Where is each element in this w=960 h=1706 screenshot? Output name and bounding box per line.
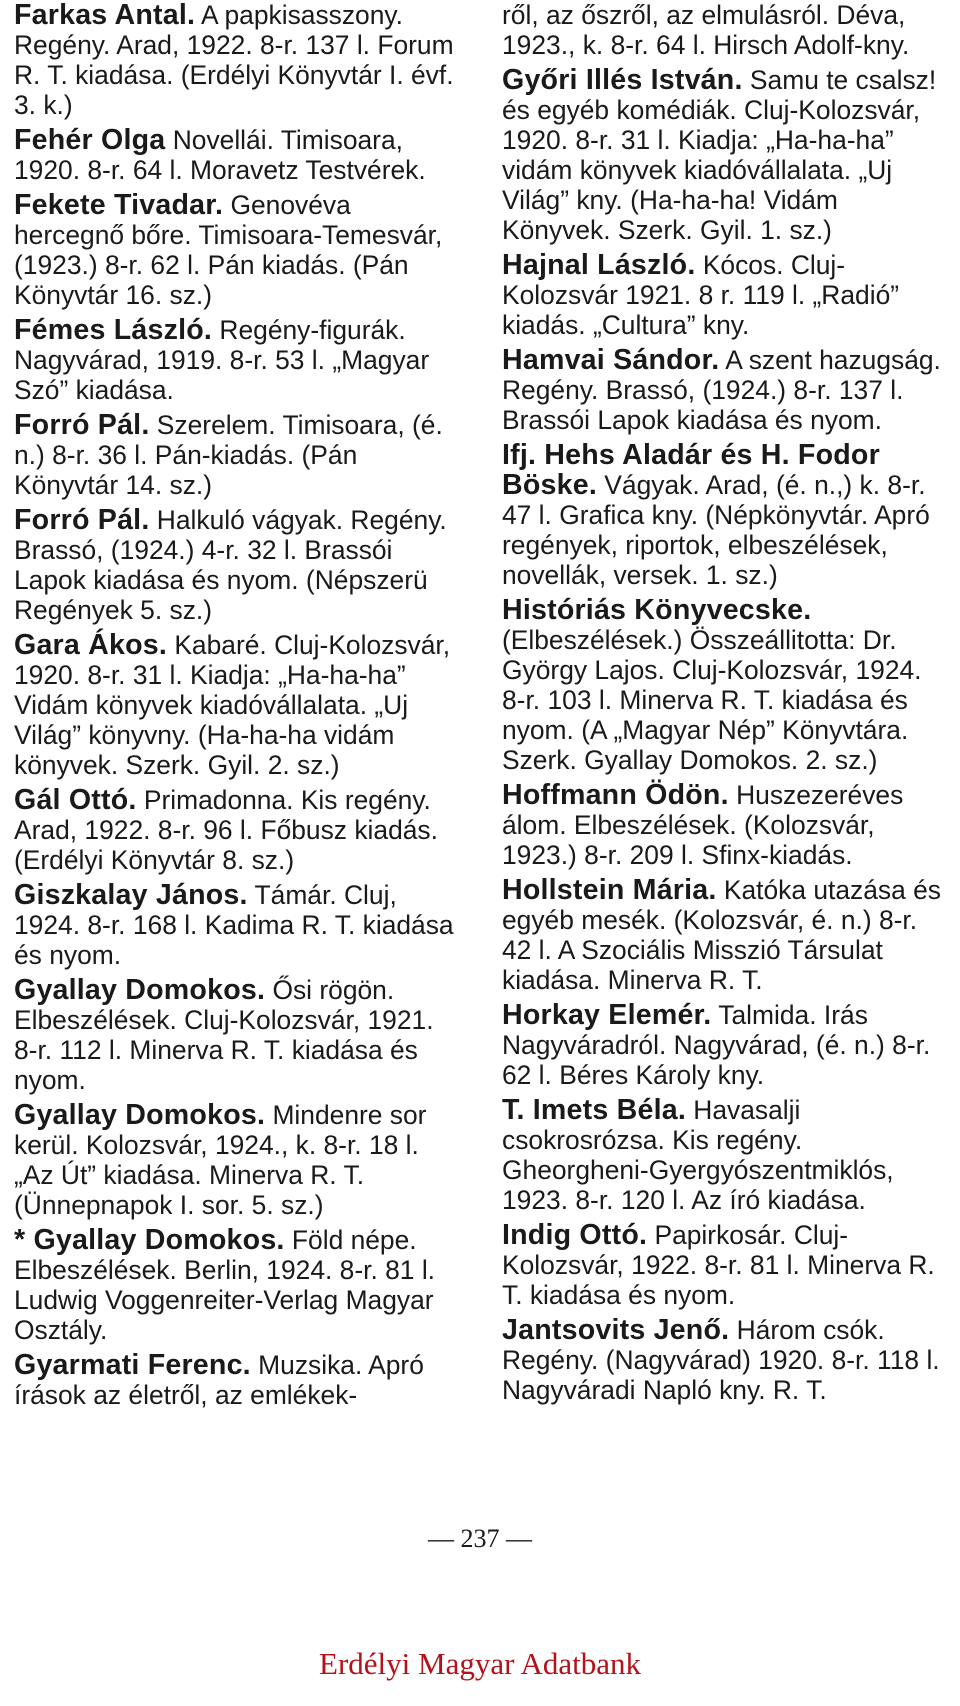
- entry-author: Győri Illés István.: [502, 64, 743, 96]
- entry-text: Havasalji csokrosrózsa. Kis regény. Gheorgheni-Gyergyószentmiklós, 1923. 8-r. 120 l. Az író kiadása.: [502, 1095, 894, 1215]
- entry-text: Mindenre sor kerül. Kolozsvár, 1924., k. 8-r. 18 l. „Az Út” kiadása. Minerva R. T. (Ünnepnapok I. sor. 5. sz.): [14, 1100, 427, 1220]
- entry-text: Ősi rögön. Elbeszélések. Cluj-Kolozsvár, 1921. 8-r. 112 l. Minerva R. T. kiadása és nyom.: [14, 975, 434, 1095]
- bibliography-entry: [14, 125, 454, 185]
- entry-author: Gál Ottó.: [14, 784, 137, 816]
- bibliography-entry: [14, 630, 454, 780]
- entry-text: A szent hazugság. Regény. Brassó, (1924.) 8-r. 137 l. Brassói Lapok kiadása és nyom.: [502, 345, 941, 435]
- entry-text: Regény-figurák. Nagyvárad, 1919. 8-r. 53 l. „Magyar Szó” kiadása.: [14, 315, 430, 405]
- entry-text: Papirkosár. Cluj-Kolozsvár, 1922. 8-r. 81 l. Minerva R. T. kiadása és nyom.: [502, 1220, 935, 1310]
- entry-text: Katóka utazása és egyéb mesék. (Kolozsvár, é. n.) 8-r. 42 l. A Szociális Misszió Társulat kiadása. Minerva R. T.: [502, 875, 941, 995]
- entry-author: Hollstein Mária.: [502, 874, 717, 906]
- entry-text: Halkuló vágyak. Regény. Brassó, (1924.) 4-r. 32 l. Brassói Lapok kiadása és nyom. (Népszerü Regények 5. sz.): [14, 505, 447, 625]
- entry-author: Hamvai Sándor.: [502, 344, 720, 376]
- bibliography-entry: [502, 1315, 948, 1405]
- bibliography-entry: [14, 1100, 454, 1220]
- bibliography-entry: [502, 595, 948, 775]
- entry-author: Hoffmann Ödön.: [502, 779, 729, 811]
- right-column: [502, 0, 948, 1410]
- bibliography-entry: [502, 1000, 948, 1090]
- entry-text: Három csók. Regény. (Nagyvárad) 1920. 8-r. 118 l. Nagyváradi Napló kny. R. T.: [502, 1315, 940, 1405]
- entry-text: Novellái. Timisoara, 1920. 8-r. 64 l. Moravetz Testvérek.: [14, 125, 426, 185]
- entry-text: Huszezeréves álom. Elbeszélések. (Kolozsvár, 1923.) 8-r. 209 l. Sfinx-kiadás.: [502, 780, 904, 870]
- entry-author: Fehér Olga: [14, 124, 166, 156]
- entry-author: Históriás Könyvecske.: [502, 594, 812, 626]
- bibliography-entry: [502, 0, 948, 60]
- entry-text: Samu te csalsz! és egyéb komédiák. Cluj-Kolozsvár, 1920. 8-r. 31 l. Kiadja: „Ha-ha-ha” vidám könyvek kiadóvállalata. „Uj Világ” kny. (Ha-ha-ha! Vidám Könyvek. Szerk. Gyil. 1. sz.): [502, 65, 937, 245]
- bibliography-entry: [14, 1225, 454, 1345]
- entry-text: Talmida. Irás Nagyváradról. Nagyvárad, (é. n.) 8-r. 62 l. Béres Károly kny.: [502, 1000, 931, 1090]
- entry-author: Gyallay Domokos.: [14, 974, 266, 1006]
- bibliography-entry: [502, 345, 948, 435]
- bibliography-entry: [14, 190, 454, 310]
- bibliography-entry: [14, 785, 454, 875]
- entry-author: Fekete Tivadar.: [14, 189, 224, 221]
- entry-text: Genovéva hercegnő bőre. Timisoara-Temesvár, (1923.) 8-r. 62 l. Pán kiadás. (Pán Könyvtár 16. sz.): [14, 190, 443, 310]
- entry-author: Gyallay Domokos.: [14, 1099, 266, 1131]
- entry-text: Támár. Cluj, 1924. 8-r. 168 l. Kadima R. T. kiadása és nyom.: [14, 880, 454, 970]
- entry-text: (Elbeszélések.) Összeállitotta: Dr. György Lajos. Cluj-Kolozsvár, 1924. 8-r. 103 l. Minerva R. T. kiadása és nyom. (A „Magyar Nép” Könyvtára. Szerk. Gyallay Domokos. 2. sz.): [502, 625, 922, 775]
- entry-text: Szerelem. Timisoara, (é. n.) 8-r. 36 l. Pán-kiadás. (Pán Könyvtár 14. sz.): [14, 410, 443, 500]
- entry-author: Farkas Antal.: [14, 0, 196, 31]
- bibliography-entry: [502, 250, 948, 340]
- bibliography-entry: [502, 1095, 948, 1215]
- bibliography-entry: [502, 1220, 948, 1310]
- entry-text: Muzsika. Apró írások az életről, az emlékek-: [14, 1350, 424, 1410]
- entry-author: Hajnal László.: [502, 249, 696, 281]
- entry-author: Horkay Elemér.: [502, 999, 712, 1031]
- entry-text: Primadonna. Kis regény. Arad, 1922. 8-r. 96 l. Főbusz kiadás. (Erdélyi Könyvtár 8. sz.): [14, 785, 438, 875]
- bibliography-entry: [502, 875, 948, 995]
- bibliography-entry: [14, 0, 454, 120]
- bibliography-entry: [502, 440, 948, 590]
- entry-author: Ifj. Hehs Aladár és H. Fodor Böske.: [502, 439, 880, 501]
- entry-author: * Gyallay Domokos.: [14, 1224, 285, 1256]
- entry-author: Jantsovits Jenő.: [502, 1314, 730, 1346]
- entry-text: A papkisasszony. Regény. Arad, 1922. 8-r. 137 l. Forum R. T. kiadása. (Erdélyi Könyvtár I. évf. 3. k.): [14, 0, 454, 120]
- entry-author: Indig Ottó.: [502, 1219, 648, 1251]
- entry-author: Fémes László.: [14, 314, 213, 346]
- bibliography-entry: [502, 65, 948, 245]
- entry-author: Gara Ákos.: [14, 629, 167, 661]
- left-column: [14, 0, 454, 1415]
- entry-text: Kabaré. Cluj-Kolozsvár, 1920. 8-r. 31 l. Kiadja: „Ha-ha-ha” Vidám könyvek kiadóvállalata. „Uj Világ” könyvny. (Ha-ha-ha vidám könyvek. Szerk. Gyil. 2. sz.): [14, 630, 451, 780]
- entry-author: Forró Pál.: [14, 504, 150, 536]
- bibliography-entry: [14, 505, 454, 625]
- bibliography-entry: [14, 1350, 454, 1410]
- entry-author: Forró Pál.: [14, 409, 150, 441]
- bibliography-entry: [502, 780, 948, 870]
- entry-author: Giszkalay János.: [14, 879, 248, 911]
- entry-text: ről, az őszről, az elmulásról. Déva, 1923., k. 8-r. 64 l. Hirsch Adolf-kny.: [502, 0, 910, 60]
- bibliography-entry: [14, 315, 454, 405]
- entry-author: Gyarmati Ferenc.: [14, 1349, 251, 1381]
- entry-author: T. Imets Béla.: [502, 1094, 686, 1126]
- bibliography-entry: [14, 975, 454, 1095]
- bibliography-entry: [14, 880, 454, 970]
- entry-text: Kócos. Cluj-Kolozsvár 1921. 8 r. 119 l. „Radió” kiadás. „Cultura” kny.: [502, 250, 900, 340]
- bibliography-entry: [14, 410, 454, 500]
- page-number: — 237 —: [428, 1524, 532, 1553]
- entry-text: Föld népe. Elbeszélések. Berlin, 1924. 8-r. 81 l. Ludwig Voggenreiter-Verlag Magyar Osztály.: [14, 1225, 436, 1345]
- entry-text: Vágyak. Arad, (é. n.,) k. 8-r. 47 l. Grafica kny. (Népkönyvtár. Apró regények, riportok, elbeszélések, novellák, versek. 1. sz.): [502, 470, 930, 590]
- source-watermark: Erdélyi Magyar Adatbank: [319, 1646, 641, 1681]
